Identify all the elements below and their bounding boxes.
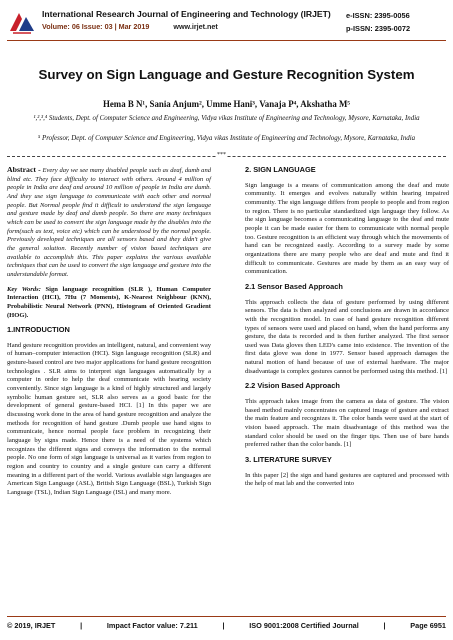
journal-header — [0, 0, 453, 46]
keywords-label: Key Words: — [7, 285, 41, 293]
issn-block — [346, 9, 446, 35]
footer-rule — [7, 616, 446, 617]
page-footer — [7, 616, 446, 630]
e-issn: e-ISSN: 2395-0056 — [346, 11, 410, 20]
separator-stars: *** — [217, 152, 226, 158]
footer-impact-factor: Impact Factor value: 7.211 — [106, 621, 198, 630]
paper-authors: Hema B N¹, Sania Anjum², Umme Hani³, Vanaja P⁴, Akshatha M⁵ — [102, 99, 351, 109]
heading-introduction: 1.INTRODUCTION — [7, 325, 70, 335]
sensor-based-text: This approach collects the data of gesture performed by using different sensors. The data is then analyzed and conclusions are drawn in accordance with the recognition model. In case of hand gesture recognition different types of sensors were used and placed on hand, when the hand performs any gesture, the data is recorded and is then further analyzed. The first sensor used was Data gloves then LED's came into existence. The invention of the first data glove was done in 1977. Sensor based approach damages the natural motion of hand because of use of external hardware. The major disadvantage is complex gestures cannot be performed using this method. [1] — [245, 298, 449, 375]
footer-copyright: © 2019, IRJET — [7, 621, 56, 630]
affiliation-professor: ⁵ Professor, Dept. of Computer Science and Engineering, Vidya vikas Institute of Engineering and Technology, Mysore, Karnataka, India — [37, 135, 416, 142]
footer-divider: | — [80, 621, 83, 630]
p-issn: p-ISSN: 2395-0072 — [346, 24, 411, 33]
abstract — [7, 166, 211, 280]
footer-iso: ISO 9001:2008 Certified Journal — [249, 621, 359, 630]
keywords-text: Sign language recognition (SLR ), Human Computer Interaction (HCI), 7Hu (7 Moments), K-Nearest Neighbour (KNN), Probabilistic Neural Network (PNN), Histogram of Oriented Gradient (HOG). — [7, 285, 211, 319]
literature-survey-text: In this paper [2] the sign and hand gestures are captured and processed with the help of mat lab and the converted into — [245, 471, 449, 488]
journal-url[interactable]: www.irjet.net — [173, 22, 218, 31]
journal-title: International Research Journal of Engineering and Technology (IRJET) — [42, 9, 331, 19]
footer-divider: | — [383, 621, 386, 630]
heading-literature-survey: 3. LITERATURE SURVEY — [245, 455, 332, 465]
sign-language-text: Sign language is a means of communication among the deaf and mute community. It emerges and evolves naturally within hearing impaired community. The sign language differs from people to people and from region to region. There is no particular standardized sign language they follow. As the sign language becomes a communicating language to the deaf and mute people it can be made easier for them to communicate with normal people too. Gesture recognition is an efficient way through which the movements of hand can be recognized easily. According to a survey made by some organizations there are many people who are deaf and mute and find it difficult to communicate. Gestures are made by them as an easy way of communication. — [245, 181, 449, 276]
paper-title: Survey on Sign Language and Gesture Recognition System — [38, 67, 415, 82]
vision-based-text: This approach takes image from the camera as data of gesture. The vision based method mainly concentrates on captured image of gesture and extract the main feature and recognizes it. The color bands were used at the start of vision based approach. The main disadvantage of this method was the standard color should be used on the finger tips. Then use of bare hands preferred rather than the color bands. [1] — [245, 398, 449, 449]
journal-volume-line — [42, 22, 332, 31]
keywords — [7, 286, 211, 321]
abstract-text: Every day we see many disabled people such as deaf, dumb and blind etc. They face difficulty to interact with others. Around 4 million of people in India are deaf and around 10 million of people in India are dumb. And they use sign language to communicate with each other and normal people. But Normal people find it difficult to understand the sign language and gesture made by deaf and dumb people. So there are many techniques which can be used to convert the sign language made by the disables into the form(such as text, voice etc) which can be understood by the normal people. Previously developed techniques are all sensors based and they didn't give the general solution. Recently number of vision based techniques are available to accomplish this. This paper explains the various available techniques that can be used to convert the sign language and gesture into the understandable format. — [7, 167, 212, 278]
header-rule — [7, 40, 446, 41]
irjet-logo-icon — [7, 9, 37, 37]
abstract-label: Abstract - — [7, 165, 41, 174]
heading-sign-language: 2. SIGN LANGUAGE — [245, 165, 316, 174]
left-column — [7, 166, 211, 504]
volume-issue: Volume: 06 Issue: 03 | Mar 2019 — [42, 22, 150, 31]
right-column — [245, 166, 449, 495]
footer-page-number: Page 6951 — [410, 621, 446, 630]
heading-vision-based: 2.2 Vision Based Approach — [245, 381, 340, 391]
heading-sensor-based: 2.1 Sensor Based Approach — [245, 281, 343, 291]
footer-row — [7, 621, 446, 630]
introduction-text: Hand gesture recognition provides an intelligent, natural, and convenient way of human–computer interaction (HCI). Sign language recognition (SLR) and gesture-based control are two major applications for hand gesture recognition technologies . SLR aims to interpret sign languages automatically by a computer in order to help the deaf communicate with hearing society conveniently. Since sign language is a kind of highly structured and largely symbolic human gesture set, SLR also serves as a good basic for the development of general gesture-based HCI. [1] In this paper we are discussing work done in the area of hand gesture recognition and analyze the methods for recognition of hand gesture .Dumb people use hand signs to communicate, hence normal people face problem in recognizing their language by signs made. Hence there is a need of the systems which recognizes the different signs and conveys the information to the normal people. No one form of sign language is universal as it varies from region to region and country to country and a single gesture can carry a different meaning in a different part of the world. Various available sign languages are American Sign Language (ASL), British Sign Language (BSL), Turkish Sign Language (TSL), Indian Sign Language (ISL) and many more. — [7, 341, 211, 496]
footer-divider: | — [222, 621, 225, 630]
affiliation-students: ¹,²,³,⁴ Students, Dept. of Computer Science and Engineering, Vidya vikas Institute of Engineering and Technology, Mysore, Karnataka, India — [33, 115, 420, 122]
